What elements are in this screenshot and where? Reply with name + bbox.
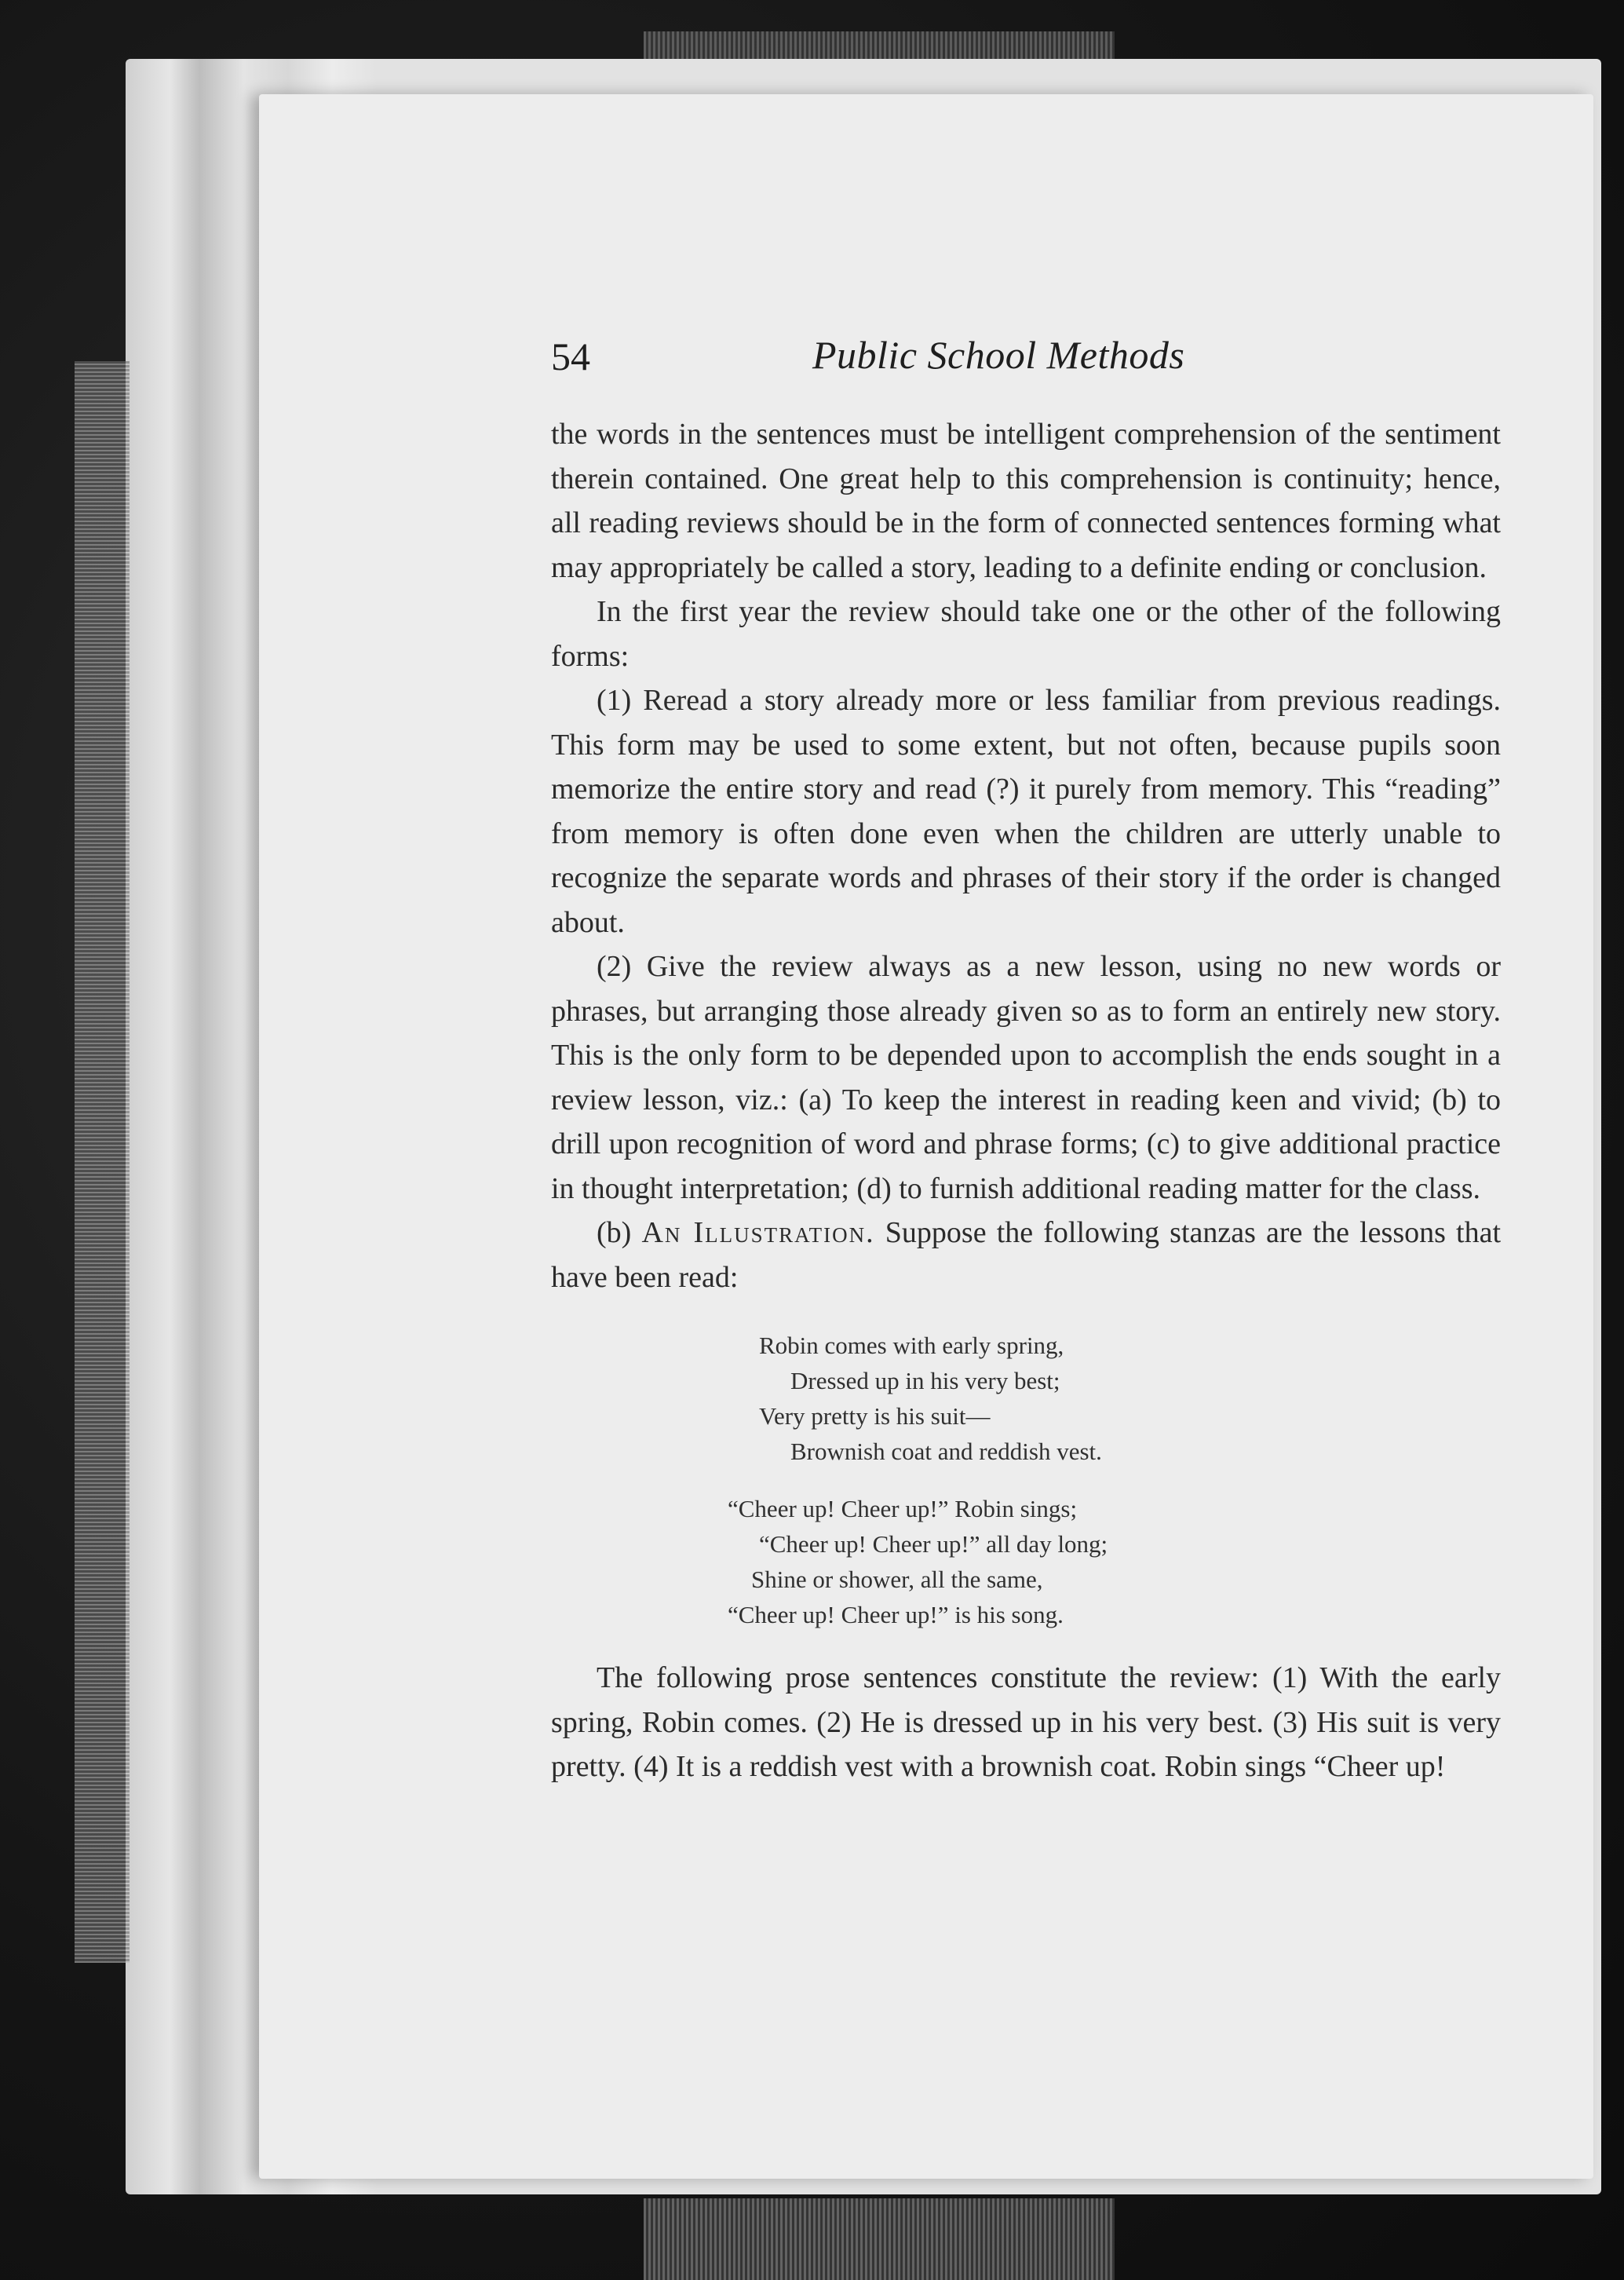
poem-line: “Cheer up! Cheer up!” is his song.: [728, 1601, 1064, 1628]
paragraph: (1) Reread a story already more or less familiar from previous readings. This form may be used to some extent, but not often, because pupils soon memorize the entire story and read (?) it purely from memory. This “reading” from memory is often done even when the children are utterly unable to recognize the separate words and phrases of their story if the order is changed about.: [551, 684, 1501, 939]
page-edge-texture: [75, 361, 130, 1963]
poem-line: “Cheer up! Cheer up!” all day long;: [759, 1530, 1108, 1558]
running-title: Public School Methods: [812, 333, 1185, 377]
paragraph-text: Suppose the following stanzas are the lessons that have been read:: [551, 1216, 1502, 1294]
section-heading: An Illustration.: [641, 1216, 875, 1249]
paragraph: (2) Give the review always as a new lesson, using no new words or phrases, but arranging those already given so as to form an entirely new story. This is the only form to be depended upon to accomplish the ends sought in a review lesson, viz.: (a) To keep the interest in reading keen and vivid; (b) to drill upon recognition of word and phrase forms; (c) to give additional practice in thought interpretation; (d) to furnish additional reading matter for the class.: [551, 950, 1501, 1205]
page-content: [292, 236, 1587, 1963]
paragraph: The following prose sentences constitute the review: (1) With the early spring, Robin comes. (2) He is dressed up in his very best. (3) His suit is very pretty. (4) It is a reddish vest with a brownish coat. Robin sings “Cheer up!: [551, 1661, 1501, 1783]
poem: [551, 1328, 1501, 1632]
poem-line: “Cheer up! Cheer up!” Robin sings;: [728, 1495, 1078, 1522]
page-header: [292, 334, 1587, 396]
body-text: [551, 412, 1501, 1789]
poem-line: Shine or shower, all the same,: [751, 1566, 1043, 1593]
stanza: [551, 1328, 1501, 1469]
stanza: [551, 1491, 1501, 1632]
poem-line: Very pretty is his suit—: [759, 1402, 991, 1430]
poem-line: Robin comes with early spring,: [759, 1332, 1064, 1359]
page-number: 54: [551, 334, 590, 378]
paragraph: the words in the sentences must be intelligent comprehension of the sentiment therein contained. One great help to this comprehension is continuity; hence, all reading reviews should be in the form of connected sentences forming what may appropriately be called a story, leading to a definite ending or conclusion.: [551, 418, 1501, 584]
paragraph-prefix: (b): [597, 1216, 642, 1249]
poem-line: Dressed up in his very best;: [790, 1367, 1060, 1394]
binding-strip-bottom: [644, 2198, 1115, 2280]
paragraph: In the first year the review should take one or the other of the following forms:: [551, 595, 1501, 673]
poem-line: Brownish coat and reddish vest.: [790, 1438, 1102, 1465]
paragraph: [551, 1211, 1501, 1299]
